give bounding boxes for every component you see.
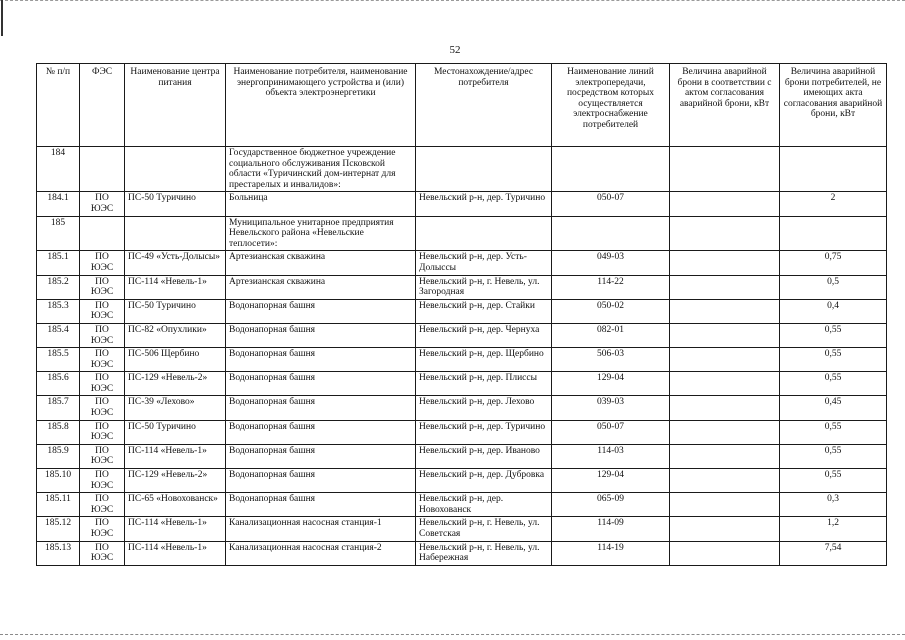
row-reserve-with-act bbox=[670, 275, 780, 299]
row-reserve-without-act: 0,55 bbox=[780, 348, 887, 372]
table-row bbox=[37, 469, 887, 493]
row-reserve-without-act: 0,55 bbox=[780, 323, 887, 347]
row-power-line: 114-09 bbox=[552, 517, 670, 541]
row-consumer-name: Государственное бюджетное учреждение социального обслуживания Псковской области «Туричинский дом-интернат для престарелых и инвалидов»: bbox=[226, 147, 416, 192]
row-power-center bbox=[125, 216, 226, 251]
row-reserve-without-act: 2 bbox=[780, 192, 887, 216]
row-consumer-name: Водонапорная башня bbox=[226, 469, 416, 493]
row-fes: ПО ЮЭС bbox=[80, 469, 125, 493]
row-power-center: ПС-39 «Лехово» bbox=[125, 396, 226, 420]
row-reserve-without-act: 1,2 bbox=[780, 517, 887, 541]
row-reserve-with-act bbox=[670, 420, 780, 444]
row-reserve-without-act: 0,75 bbox=[780, 251, 887, 275]
row-address: Невельский р-н, дер. Иваново bbox=[416, 444, 552, 468]
row-fes: ПО ЮЭС bbox=[80, 517, 125, 541]
row-power-center: ПС-129 «Невель-2» bbox=[125, 372, 226, 396]
row-address bbox=[416, 147, 552, 192]
row-power-line: 065-09 bbox=[552, 493, 670, 517]
table-row bbox=[37, 541, 887, 565]
row-reserve-with-act bbox=[670, 396, 780, 420]
row-power-line bbox=[552, 216, 670, 251]
row-fes: ПО ЮЭС bbox=[80, 420, 125, 444]
row-reserve-with-act bbox=[670, 444, 780, 468]
row-number: 185.13 bbox=[37, 541, 80, 565]
row-consumer-name: Водонапорная башня bbox=[226, 372, 416, 396]
row-power-center: ПС-114 «Невель-1» bbox=[125, 275, 226, 299]
row-consumer-name: Водонапорная башня bbox=[226, 493, 416, 517]
row-number: 185.1 bbox=[37, 251, 80, 275]
header-reserve-without-act: Величина аварийной брони потребителей, не имеющих акта согласования аварийной брони, кВт bbox=[780, 64, 887, 147]
row-power-center: ПС-50 Туричино bbox=[125, 192, 226, 216]
row-address: Невельский р-н, г. Невель, ул. Советская bbox=[416, 517, 552, 541]
row-reserve-with-act bbox=[670, 299, 780, 323]
row-power-line: 506-03 bbox=[552, 348, 670, 372]
row-power-center: ПС-82 «Опухлики» bbox=[125, 323, 226, 347]
row-number: 185.7 bbox=[37, 396, 80, 420]
row-number: 185.3 bbox=[37, 299, 80, 323]
scan-edge-top bbox=[0, 0, 905, 4]
row-reserve-with-act bbox=[670, 216, 780, 251]
row-reserve-with-act bbox=[670, 541, 780, 565]
row-reserve-without-act: 0,3 bbox=[780, 493, 887, 517]
row-power-line bbox=[552, 147, 670, 192]
table-row bbox=[37, 420, 887, 444]
row-address: Невельский р-н, дер. Усть-Долыссы bbox=[416, 251, 552, 275]
row-address: Невельский р-н, дер. Щербино bbox=[416, 348, 552, 372]
row-reserve-without-act: 0,55 bbox=[780, 372, 887, 396]
row-reserve-with-act bbox=[670, 493, 780, 517]
header-num: № п/п bbox=[37, 64, 80, 147]
row-number: 185.5 bbox=[37, 348, 80, 372]
row-power-line: 049-03 bbox=[552, 251, 670, 275]
row-fes: ПО ЮЭС bbox=[80, 348, 125, 372]
row-address: Невельский р-н, дер. Лехово bbox=[416, 396, 552, 420]
header-lines: Наименование линий электропередачи, посредством которых осуществляется электроснабжение потребителей bbox=[552, 64, 670, 147]
header-center: Наименование центра питания bbox=[125, 64, 226, 147]
row-address: Невельский р-н, дер. Плиссы bbox=[416, 372, 552, 396]
table-row bbox=[37, 444, 887, 468]
table-row bbox=[37, 275, 887, 299]
table-row bbox=[37, 372, 887, 396]
row-consumer-name: Артезианская скважина bbox=[226, 251, 416, 275]
row-fes: ПО ЮЭС bbox=[80, 275, 125, 299]
reserve-table bbox=[36, 63, 887, 566]
row-power-center: ПС-50 Туричино bbox=[125, 299, 226, 323]
row-address: Невельский р-н, дер. Чернуха bbox=[416, 323, 552, 347]
row-fes: ПО ЮЭС bbox=[80, 444, 125, 468]
row-fes: ПО ЮЭС bbox=[80, 396, 125, 420]
row-reserve-with-act bbox=[670, 323, 780, 347]
row-fes: ПО ЮЭС bbox=[80, 251, 125, 275]
table-row bbox=[37, 216, 887, 251]
row-address: Невельский р-н, дер. Туричино bbox=[416, 192, 552, 216]
row-reserve-without-act: 0,55 bbox=[780, 444, 887, 468]
table-row bbox=[37, 348, 887, 372]
row-reserve-with-act bbox=[670, 147, 780, 192]
row-reserve-without-act: 0,4 bbox=[780, 299, 887, 323]
row-address: Невельский р-н, дер. Дубровка bbox=[416, 469, 552, 493]
table-row bbox=[37, 396, 887, 420]
row-number: 185.9 bbox=[37, 444, 80, 468]
row-consumer-name: Канализационная насосная станция-1 bbox=[226, 517, 416, 541]
table-row bbox=[37, 299, 887, 323]
row-fes: ПО ЮЭС bbox=[80, 541, 125, 565]
table-row bbox=[37, 517, 887, 541]
row-power-line: 129-04 bbox=[552, 372, 670, 396]
row-power-line: 039-03 bbox=[552, 396, 670, 420]
row-consumer-name: Водонапорная башня bbox=[226, 299, 416, 323]
header-address: Местонахождение/адрес потребителя bbox=[416, 64, 552, 147]
row-fes: ПО ЮЭС bbox=[80, 299, 125, 323]
row-power-center bbox=[125, 147, 226, 192]
row-fes bbox=[80, 216, 125, 251]
row-number: 185.2 bbox=[37, 275, 80, 299]
row-reserve-with-act bbox=[670, 192, 780, 216]
row-power-line: 050-02 bbox=[552, 299, 670, 323]
row-reserve-with-act bbox=[670, 469, 780, 493]
row-consumer-name: Водонапорная башня bbox=[226, 420, 416, 444]
table-row bbox=[37, 192, 887, 216]
table-row bbox=[37, 323, 887, 347]
row-consumer-name: Водонапорная башня bbox=[226, 396, 416, 420]
row-number: 185.10 bbox=[37, 469, 80, 493]
row-reserve-without-act: 0,5 bbox=[780, 275, 887, 299]
row-address: Невельский р-н, г. Невель, ул. Набережная bbox=[416, 541, 552, 565]
row-number: 185 bbox=[37, 216, 80, 251]
row-address bbox=[416, 216, 552, 251]
row-fes: ПО ЮЭС bbox=[80, 192, 125, 216]
row-consumer-name: Муниципальное унитарное предприятия Невельского района «Невельские теплосети»: bbox=[226, 216, 416, 251]
row-address: Невельский р-н, г. Невель, ул. Загородная bbox=[416, 275, 552, 299]
row-power-center: ПС-65 «Новохованск» bbox=[125, 493, 226, 517]
row-power-center: ПС-129 «Невель-2» bbox=[125, 469, 226, 493]
row-number: 185.11 bbox=[37, 493, 80, 517]
row-power-line: 114-03 bbox=[552, 444, 670, 468]
row-power-line: 050-07 bbox=[552, 420, 670, 444]
row-reserve-without-act: 0,55 bbox=[780, 420, 887, 444]
row-number: 185.12 bbox=[37, 517, 80, 541]
row-reserve-without-act: 7,54 bbox=[780, 541, 887, 565]
row-consumer-name: Больница bbox=[226, 192, 416, 216]
table-row bbox=[37, 493, 887, 517]
header-reserve-with-act: Величина аварийной брони в соответствии с актом согласования аварийной брони, кВт bbox=[670, 64, 780, 147]
row-consumer-name: Водонапорная башня bbox=[226, 444, 416, 468]
header-fes: ФЭС bbox=[80, 64, 125, 147]
row-power-center: ПС-114 «Невель-1» bbox=[125, 517, 226, 541]
row-power-center: ПС-49 «Усть-Долысы» bbox=[125, 251, 226, 275]
row-address: Невельский р-н, дер. Туричино bbox=[416, 420, 552, 444]
row-power-center: ПС-114 «Невель-1» bbox=[125, 444, 226, 468]
row-consumer-name: Артезианская скважина bbox=[226, 275, 416, 299]
row-power-line: 114-19 bbox=[552, 541, 670, 565]
row-reserve-with-act bbox=[670, 517, 780, 541]
row-fes: ПО ЮЭС bbox=[80, 323, 125, 347]
row-power-center: ПС-114 «Невель-1» bbox=[125, 541, 226, 565]
row-reserve-without-act bbox=[780, 216, 887, 251]
row-consumer-name: Водонапорная башня bbox=[226, 348, 416, 372]
table-header-row bbox=[37, 64, 887, 147]
row-reserve-without-act: 0,55 bbox=[780, 469, 887, 493]
row-number: 184.1 bbox=[37, 192, 80, 216]
row-number: 184 bbox=[37, 147, 80, 192]
row-power-line: 114-22 bbox=[552, 275, 670, 299]
row-number: 185.6 bbox=[37, 372, 80, 396]
row-power-center: ПС-506 Щербино bbox=[125, 348, 226, 372]
row-reserve-with-act bbox=[670, 348, 780, 372]
table-body bbox=[37, 147, 887, 566]
row-consumer-name: Водонапорная башня bbox=[226, 323, 416, 347]
table-row bbox=[37, 147, 887, 192]
row-reserve-with-act bbox=[670, 251, 780, 275]
header-name: Наименование потребителя, наименование энергопринимающего устройства и (или) объекта электроэнергетики bbox=[226, 64, 416, 147]
row-reserve-without-act bbox=[780, 147, 887, 192]
row-fes: ПО ЮЭС bbox=[80, 493, 125, 517]
row-power-line: 082-01 bbox=[552, 323, 670, 347]
row-number: 185.4 bbox=[37, 323, 80, 347]
row-reserve-without-act: 0,45 bbox=[780, 396, 887, 420]
row-power-center: ПС-50 Туричино bbox=[125, 420, 226, 444]
row-power-line: 129-04 bbox=[552, 469, 670, 493]
page-number: 52 bbox=[449, 44, 461, 56]
row-fes bbox=[80, 147, 125, 192]
row-consumer-name: Канализационная насосная станция-2 bbox=[226, 541, 416, 565]
row-fes: ПО ЮЭС bbox=[80, 372, 125, 396]
row-address: Невельский р-н, дер. Новохованск bbox=[416, 493, 552, 517]
row-number: 185.8 bbox=[37, 420, 80, 444]
table-row bbox=[37, 251, 887, 275]
scan-edge-left bbox=[1, 0, 3, 36]
row-power-line: 050-07 bbox=[552, 192, 670, 216]
row-address: Невельский р-н, дер. Стайки bbox=[416, 299, 552, 323]
scan-edge-bottom bbox=[0, 634, 905, 635]
row-reserve-with-act bbox=[670, 372, 780, 396]
